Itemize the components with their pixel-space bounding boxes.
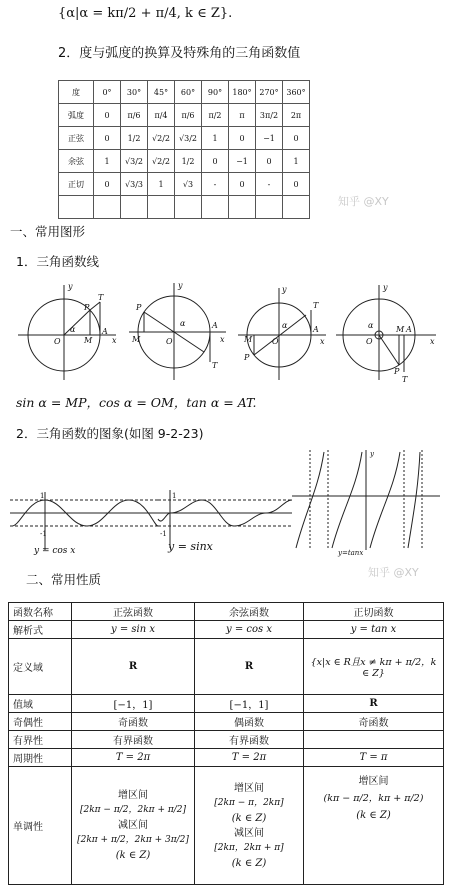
svg-text:P: P bbox=[244, 353, 250, 362]
watermark: 知乎 @XY bbox=[338, 195, 389, 208]
table-cell: T = 2π bbox=[72, 749, 195, 767]
table-cell bbox=[283, 196, 310, 219]
table-cell: 0 bbox=[256, 150, 283, 173]
cos-decrease-label: 减区间 bbox=[234, 827, 264, 839]
table-cell: 奇函数 bbox=[304, 713, 444, 731]
table-header-row bbox=[59, 81, 310, 104]
sin-k-condition: (k ∈ Z) bbox=[115, 850, 151, 861]
table-cell: 度 bbox=[59, 81, 94, 104]
table-cell: 0 bbox=[283, 127, 310, 150]
table-cell: y = tan x bbox=[304, 621, 444, 639]
table-row bbox=[59, 196, 310, 219]
table-row bbox=[9, 713, 444, 731]
table-cell: {x|x ∈ R且x ≠ kπ + π/2，k ∈ Z} bbox=[304, 639, 444, 695]
svg-text:-1: -1 bbox=[40, 530, 47, 538]
table-cell: [−1，1] bbox=[72, 695, 195, 713]
table-cell: 单调性 bbox=[9, 767, 72, 885]
properties-table bbox=[8, 602, 444, 885]
table-row bbox=[9, 749, 444, 767]
svg-text:T: T bbox=[212, 361, 218, 370]
table-cell: π bbox=[229, 104, 256, 127]
svg-text:T: T bbox=[402, 375, 408, 384]
tan-k-condition: (k ∈ Z) bbox=[356, 810, 391, 821]
trig-line-diagrams bbox=[14, 280, 444, 385]
table-cell: - bbox=[202, 173, 229, 196]
table-cell: 有界性 bbox=[9, 731, 72, 749]
svg-text:O: O bbox=[54, 337, 61, 346]
table-cell: 1 bbox=[202, 127, 229, 150]
table-cell: 60° bbox=[175, 81, 202, 104]
table-cell: √2/2 bbox=[148, 150, 175, 173]
table-row bbox=[59, 104, 310, 127]
svg-text:y: y bbox=[68, 282, 73, 291]
svg-text:M: M bbox=[244, 335, 253, 344]
svg-text:M: M bbox=[132, 335, 141, 344]
svg-text:P: P bbox=[84, 303, 90, 312]
table-cell: 正切函数 bbox=[304, 603, 444, 621]
table-cell: π/4 bbox=[148, 104, 175, 127]
table-cell: √3/2 bbox=[175, 127, 202, 150]
table-cell: - bbox=[256, 173, 283, 196]
table-cell: T = π bbox=[304, 749, 444, 767]
table-row bbox=[9, 639, 444, 695]
svg-text:O: O bbox=[166, 337, 173, 346]
subheading-trig-lines: 1．三角函数线 bbox=[16, 254, 99, 269]
section-title-degree-radian: 2．度与弧度的换算及特殊角的三角函数值 bbox=[58, 46, 301, 61]
svg-text:x: x bbox=[430, 337, 435, 346]
table-cell bbox=[175, 196, 202, 219]
table-cell: 奇函数 bbox=[72, 713, 195, 731]
table-cell: 1 bbox=[148, 173, 175, 196]
svg-text:α: α bbox=[180, 319, 186, 328]
cos-increase-label: 增区间 bbox=[234, 782, 264, 794]
table-cell bbox=[72, 767, 195, 885]
table-cell: 0 bbox=[229, 173, 256, 196]
table-cell: 有界函数 bbox=[72, 731, 195, 749]
table-header-row bbox=[9, 603, 444, 621]
table-cell bbox=[202, 196, 229, 219]
svg-text:P: P bbox=[394, 367, 400, 376]
table-cell: √2/2 bbox=[148, 127, 175, 150]
table-cell bbox=[59, 196, 94, 219]
sin-increase-label: 增区间 bbox=[118, 790, 148, 801]
svg-text:A: A bbox=[406, 325, 412, 334]
special-angle-table bbox=[58, 80, 310, 219]
cos-k-condition: (k ∈ Z) bbox=[231, 857, 267, 869]
table-cell: T = 2π bbox=[195, 749, 304, 767]
table-cell: 0 bbox=[94, 173, 121, 196]
svg-text:-1: -1 bbox=[160, 530, 167, 538]
table-cell: 270° bbox=[256, 81, 283, 104]
cos-k-condition: (k ∈ Z) bbox=[231, 812, 267, 824]
svg-text:y: y bbox=[282, 285, 287, 294]
sin-graph-caption: y = sinx bbox=[168, 540, 213, 553]
svg-text:T: T bbox=[98, 293, 104, 302]
table-cell: −1 bbox=[256, 127, 283, 150]
subheading-trig-graphs: 2．三角函数的图象(如图 9-2-23) bbox=[16, 426, 204, 441]
table-row bbox=[59, 127, 310, 150]
trig-function-graphs bbox=[10, 450, 440, 560]
svg-text:x: x bbox=[320, 337, 325, 346]
table-cell bbox=[148, 196, 175, 219]
table-cell: √3 bbox=[175, 173, 202, 196]
table-row bbox=[9, 621, 444, 639]
svg-text:α: α bbox=[368, 321, 374, 330]
svg-text:A: A bbox=[212, 321, 218, 330]
table-cell: 周期性 bbox=[9, 749, 72, 767]
svg-text:y: y bbox=[383, 283, 388, 292]
tan-increase-label: 增区间 bbox=[358, 776, 389, 787]
table-cell: 180° bbox=[229, 81, 256, 104]
table-cell bbox=[304, 731, 444, 749]
table-cell: [−1，1] bbox=[195, 695, 304, 713]
table-cell: R bbox=[304, 695, 444, 713]
table-cell: 360° bbox=[283, 81, 310, 104]
table-cell: 正弦 bbox=[59, 127, 94, 150]
table-cell: 1 bbox=[94, 150, 121, 173]
table-cell: π/2 bbox=[202, 104, 229, 127]
svg-text:y: y bbox=[178, 281, 183, 290]
sin-decrease-interval: [2kπ + π/2，2kπ + 3π/2] bbox=[77, 835, 189, 845]
cos-graph bbox=[10, 492, 158, 550]
table-row bbox=[9, 731, 444, 749]
table-cell: 值域 bbox=[9, 695, 72, 713]
cos-increase-interval: [2kπ − π，2kπ] bbox=[214, 797, 284, 808]
table-cell: 1/2 bbox=[175, 150, 202, 173]
table-cell: 正弦函数 bbox=[72, 603, 195, 621]
table-cell: 45° bbox=[148, 81, 175, 104]
table-row bbox=[59, 150, 310, 173]
table-cell: R bbox=[195, 639, 304, 695]
table-cell bbox=[256, 196, 283, 219]
cos-graph-caption: y = cos x bbox=[34, 546, 76, 556]
svg-text:α: α bbox=[70, 325, 76, 334]
table-cell: 0 bbox=[94, 104, 121, 127]
watermark: 知乎 @XY bbox=[368, 566, 419, 579]
table-cell: R bbox=[72, 639, 195, 695]
table-cell: 0 bbox=[229, 127, 256, 150]
table-cell: −1 bbox=[229, 150, 256, 173]
table-cell: 弧度 bbox=[59, 104, 94, 127]
table-cell: 定义域 bbox=[9, 639, 72, 695]
table-cell: 1 bbox=[283, 150, 310, 173]
tan-graph-caption: y=tanx bbox=[338, 549, 364, 557]
table-cell: 0 bbox=[283, 173, 310, 196]
table-cell: y = cos x bbox=[195, 621, 304, 639]
heading-common-props: 二、常用性质 bbox=[26, 572, 102, 587]
table-cell bbox=[195, 767, 304, 885]
svg-text:P: P bbox=[136, 303, 142, 312]
table-cell bbox=[121, 196, 148, 219]
table-cell: 余弦函数 bbox=[195, 603, 304, 621]
svg-text:O: O bbox=[366, 337, 373, 346]
table-cell: √3/2 bbox=[121, 150, 148, 173]
table-cell: 0 bbox=[94, 127, 121, 150]
svg-text:T: T bbox=[313, 301, 319, 310]
table-cell: 3π/2 bbox=[256, 104, 283, 127]
table-cell: 正切 bbox=[59, 173, 94, 196]
table-row bbox=[9, 695, 444, 713]
table-cell: y = sin x bbox=[72, 621, 195, 639]
table-cell: π/6 bbox=[175, 104, 202, 127]
set-formula: {α|α = kπ/2 + π/4, k ∈ Z}. bbox=[58, 6, 233, 21]
table-cell bbox=[304, 767, 444, 885]
table-cell: 奇偶性 bbox=[9, 713, 72, 731]
svg-text:x: x bbox=[112, 336, 117, 345]
table-cell: 函数名称 bbox=[9, 603, 72, 621]
table-row bbox=[9, 767, 444, 885]
table-cell bbox=[94, 196, 121, 219]
table-cell: √3/3 bbox=[121, 173, 148, 196]
table-cell: 1/2 bbox=[121, 127, 148, 150]
table-cell: 偶函数 bbox=[195, 713, 304, 731]
table-cell bbox=[229, 196, 256, 219]
heading-common-graphs: 一、常用图形 bbox=[10, 224, 86, 239]
svg-text:α: α bbox=[282, 321, 288, 330]
svg-text:A: A bbox=[102, 327, 108, 336]
sin-decrease-label: 减区间 bbox=[118, 820, 148, 831]
svg-text:O: O bbox=[272, 337, 279, 346]
trig-line-formula: sin α = MP，cos α = OM，tan α = AT. bbox=[16, 395, 257, 410]
svg-text:1: 1 bbox=[172, 492, 177, 500]
svg-text:1: 1 bbox=[40, 492, 45, 500]
table-cell: 0 bbox=[202, 150, 229, 173]
svg-text:A: A bbox=[313, 325, 319, 334]
table-cell: 0° bbox=[94, 81, 121, 104]
svg-text:y: y bbox=[370, 450, 374, 458]
table-row bbox=[59, 173, 310, 196]
table-cell: 90° bbox=[202, 81, 229, 104]
svg-text:M: M bbox=[396, 325, 405, 334]
tan-increase-interval: (kπ − π/2，kπ + π/2) bbox=[323, 793, 424, 804]
svg-text:M: M bbox=[84, 336, 93, 345]
table-cell: 2π bbox=[283, 104, 310, 127]
unit-circle-diagram-q4 bbox=[336, 285, 436, 380]
table-cell: 余弦 bbox=[59, 150, 94, 173]
table-cell: π/6 bbox=[121, 104, 148, 127]
table-cell: 30° bbox=[121, 81, 148, 104]
table-cell: 解析式 bbox=[9, 621, 72, 639]
sin-increase-interval: [2kπ − π/2，2kπ + π/2] bbox=[79, 805, 187, 815]
tan-graph bbox=[292, 450, 440, 550]
cos-decrease-interval: [2kπ，2kπ + π] bbox=[214, 842, 284, 853]
svg-text:x: x bbox=[220, 335, 225, 344]
table-cell: 有界函数 bbox=[195, 731, 304, 749]
